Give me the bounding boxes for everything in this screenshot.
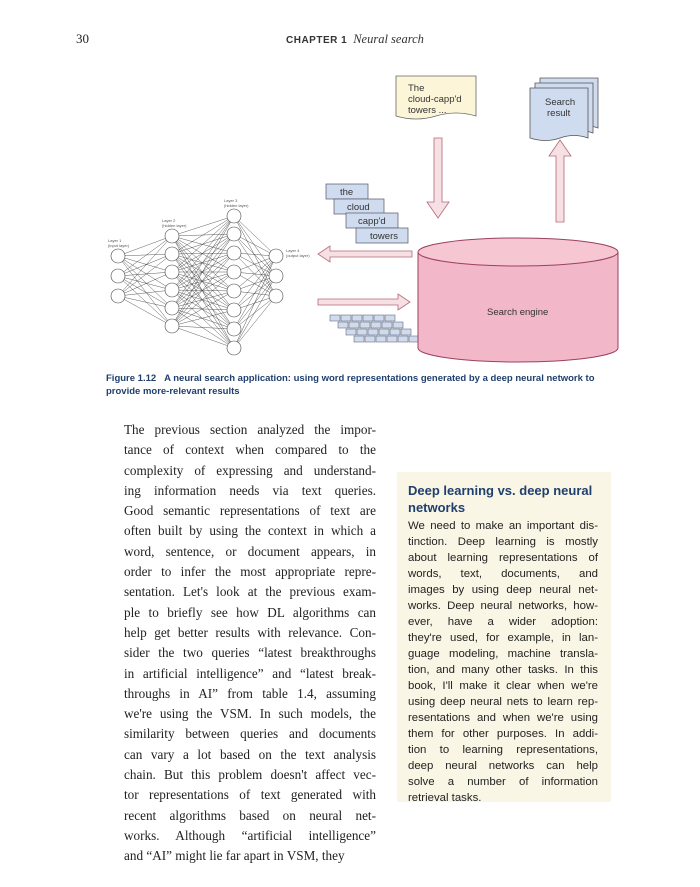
vector-cell	[379, 329, 389, 335]
network-edge	[118, 296, 172, 308]
network-edge	[172, 308, 234, 329]
vector-representations	[330, 315, 419, 342]
network-edge	[172, 254, 234, 291]
network-node	[111, 249, 125, 263]
sidebar-box	[397, 472, 611, 802]
vector-cell	[360, 322, 370, 328]
network-node	[227, 341, 241, 355]
network-node	[165, 229, 179, 243]
vector-cell	[374, 315, 384, 321]
layer-label: (output layer)	[286, 253, 310, 258]
sidebar-line: book, I'll make it clear when we're	[408, 680, 598, 692]
result-up-arrow	[549, 140, 571, 222]
result-doc-line-2: result	[547, 108, 571, 119]
body-line: can vary a lot based on the text analysis	[124, 746, 376, 762]
network-node	[227, 322, 241, 336]
layer-label: Layer 4	[286, 248, 300, 253]
query-down-arrow	[427, 138, 449, 218]
vector-cell	[398, 336, 408, 342]
network-edge	[172, 216, 234, 254]
network-edge	[172, 326, 234, 329]
network-node	[227, 209, 241, 223]
sidebar-line: tion to learning representations,	[408, 744, 598, 756]
vector-cell	[338, 322, 348, 328]
body-line: similarity between queries and documents	[124, 726, 376, 742]
network-node	[165, 247, 179, 261]
vector-cell	[368, 329, 378, 335]
network-node	[227, 303, 241, 317]
chapter-label: CHAPTER 1	[286, 35, 348, 46]
network-node	[227, 265, 241, 279]
sidebar-line: guage modeling, machine transla-	[408, 648, 598, 660]
vector-cell	[385, 315, 395, 321]
network-node	[111, 269, 125, 283]
body-line: often built by using the context in which a	[124, 523, 376, 539]
vector-cell	[382, 322, 392, 328]
vector-cell	[357, 329, 367, 335]
body-line: tance of context when compared to the	[124, 442, 376, 458]
body-line: we're using the VSM. In such models, the	[124, 706, 376, 722]
token-cappd: capp'd	[358, 216, 386, 227]
network-node	[269, 249, 283, 263]
network-edge	[172, 253, 234, 290]
layer-label: Layer 3	[224, 198, 238, 203]
sidebar-body	[408, 518, 598, 806]
layer-label: (input layer)	[108, 243, 130, 248]
vector-cell	[330, 315, 340, 321]
body-line: complexity of expressing and understand-	[124, 462, 376, 478]
layer-label: (hidden layer)	[224, 203, 249, 208]
body-line: in artificial intelligence” and “latest break-	[124, 665, 376, 681]
layer-label: (hidden layer)	[162, 223, 187, 228]
body-line: sider the two queries “latest breakthroughs	[124, 645, 376, 661]
vector-cell	[376, 336, 386, 342]
vector-cell	[352, 315, 362, 321]
network-edge	[118, 276, 172, 290]
network-edge	[118, 254, 172, 296]
sidebar-line: tion, and many other tasks. In this	[408, 664, 598, 676]
sidebar-line: words, text, documents, and	[408, 568, 598, 580]
sidebar-line: ever, have a wider adoption:	[408, 616, 598, 628]
body-line: recent algorithms based on neural net-	[124, 807, 376, 823]
network-node	[227, 284, 241, 298]
sidebar-title: Deep learning vs. deep neural networks	[408, 483, 593, 515]
vector-cell	[341, 315, 351, 321]
sidebar-line: resentations and when we're using	[408, 712, 598, 724]
network-edge	[172, 326, 234, 348]
caption-text: A neural search application: using word representations generated by a deep neural network to provide more-relevant results	[106, 373, 595, 397]
network-node	[227, 246, 241, 260]
sidebar-line: deep neural networks can help	[408, 760, 598, 772]
search-engine-cylinder	[418, 238, 618, 362]
layer-label: Layer 1	[108, 238, 122, 243]
sidebar-line: solve a number of information	[408, 776, 598, 788]
search-result-documents	[530, 78, 598, 141]
body-line: order to infer the most appropriate repre-	[124, 564, 376, 580]
query-doc-line-1: The	[408, 83, 425, 94]
caption-label: Figure 1.12	[106, 373, 157, 384]
network-edge	[234, 296, 276, 348]
sidebar-line: We need to make an important dis-	[408, 520, 598, 532]
sidebar-line: using deep neural nets to learn rep-	[408, 696, 598, 708]
network-node	[227, 227, 241, 241]
network-edge	[172, 254, 234, 348]
network-node	[269, 269, 283, 283]
body-line: help get better results with relevance. Con-	[124, 624, 376, 640]
layer-label: Layer 2	[162, 218, 176, 223]
figure-neural-search	[100, 70, 620, 370]
token-cloud: cloud	[347, 202, 370, 213]
figure-caption	[106, 372, 616, 398]
network-edge	[118, 236, 172, 276]
body-line: The previous section analyzed the impor-	[124, 422, 376, 437]
vector-cell	[393, 322, 403, 328]
sidebar-line: they're used, for example, in lan-	[408, 632, 598, 644]
layer-labels	[108, 198, 310, 258]
network-node	[165, 283, 179, 297]
vector-cell	[390, 329, 400, 335]
query-doc-line-3: towers ...	[408, 105, 447, 116]
body-line: ple to briefly see how DL algorithms can	[124, 604, 376, 620]
result-doc-line-1: Search	[545, 97, 576, 108]
page-number: 30	[76, 31, 89, 46]
left-arrow	[318, 246, 412, 262]
network-node	[165, 265, 179, 279]
query-document	[396, 76, 476, 119]
network-edge	[118, 296, 172, 326]
body-line: word, sentence, or document appears, in	[124, 543, 376, 559]
network-edge	[118, 276, 172, 308]
vector-cell	[401, 329, 411, 335]
network-node	[111, 289, 125, 303]
sidebar-line: tinction. Deep learning is mostly	[408, 536, 598, 548]
body-line: throughs in AI” from table 1.4, assuming	[124, 685, 376, 701]
vector-cell	[371, 322, 381, 328]
vector-cell	[354, 336, 364, 342]
search-engine-label: Search engine	[487, 307, 549, 318]
body-line: sentation. Let's look at the previous exam-	[124, 584, 376, 600]
network-node	[165, 301, 179, 315]
body-line: Good semantic representations of text are	[124, 503, 376, 519]
query-doc-line-2: cloud-capp'd	[408, 94, 462, 105]
vector-cell	[363, 315, 373, 321]
chapter-title: Neural search	[353, 32, 424, 46]
sidebar-line: about learning representations of	[408, 552, 598, 564]
body-line: ing information needs via text queries.	[124, 482, 376, 498]
token-towers: towers	[370, 231, 398, 242]
body-line: works. Although “artificial intelligence”	[124, 827, 376, 843]
token-boxes	[326, 184, 408, 243]
body-paragraph	[124, 420, 376, 867]
sidebar-line: retrieval tasks.	[408, 792, 482, 804]
sidebar-line: images by using deep neural net-	[408, 584, 598, 596]
vector-cell	[346, 329, 356, 335]
right-arrow	[318, 294, 410, 310]
running-head	[286, 32, 424, 47]
vector-cell	[349, 322, 359, 328]
network-edge	[172, 308, 234, 348]
network-edge	[172, 272, 234, 348]
vector-cell	[387, 336, 397, 342]
network-edge	[118, 254, 172, 256]
token-the: the	[340, 187, 354, 198]
network-edge	[172, 216, 234, 308]
sidebar-line: works. Deep neural networks, how-	[408, 600, 598, 612]
body-line: chain. But this problem doesn't affect vec-	[124, 767, 376, 783]
body-line: tor representations of text generated with	[124, 787, 376, 803]
network-node	[269, 289, 283, 303]
vector-cell	[365, 336, 375, 342]
network-node	[165, 319, 179, 333]
network-edge	[118, 276, 172, 326]
network-edge	[118, 256, 172, 290]
sidebar-line: them for other purposes. In addi-	[408, 728, 598, 740]
neural-network	[111, 209, 283, 355]
body-line: and “AI” might lie far apart in VSM, they	[124, 848, 345, 864]
